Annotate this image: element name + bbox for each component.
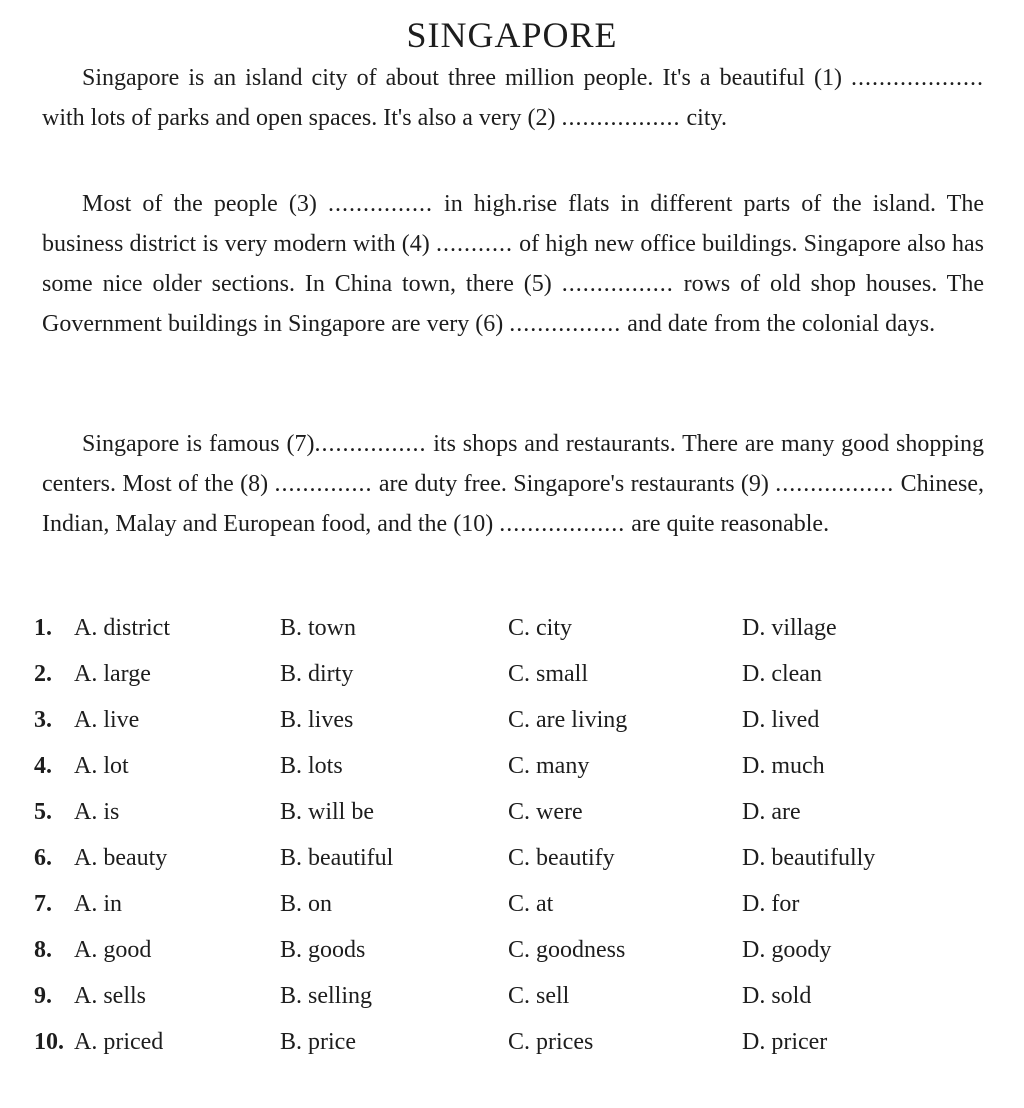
- blank-9: .................: [775, 471, 895, 497]
- question-row: [34, 1019, 994, 1065]
- option-c: C. at: [508, 891, 554, 917]
- paragraph-text: in high.rise flats in different parts of the island. The business district is very modern with (4): [42, 191, 984, 257]
- option-b: B. selling: [280, 983, 373, 1009]
- blank-5: ................: [561, 271, 674, 297]
- blank-3: ...............: [327, 191, 433, 217]
- paragraph-1: [42, 58, 984, 138]
- question-number: 10.: [34, 1029, 64, 1055]
- paragraph-text: Most of the people (3): [82, 191, 328, 217]
- blank-7: ................: [314, 431, 427, 457]
- paragraph-text: Singapore is an island city of about three million people. It's a beautiful (1): [82, 65, 851, 91]
- paragraph-text: rows of old shop houses. The Government buildings in Singapore are very (6): [42, 271, 984, 337]
- option-a: A. priced: [74, 1029, 164, 1055]
- option-c: C. prices: [508, 1029, 594, 1055]
- option-c: C. were: [508, 799, 583, 825]
- option-b: B. will be: [280, 799, 374, 825]
- blank-2: .................: [561, 105, 681, 131]
- blank-8: ..............: [274, 471, 373, 497]
- question-number: 7.: [34, 891, 52, 917]
- paragraph-text: of high new office buildings. Singapore also has some nice older sections. In China town, there (5): [42, 231, 984, 297]
- question-number: 3.: [34, 707, 52, 733]
- blank-10: ..................: [499, 511, 626, 537]
- option-b: B. lives: [280, 707, 354, 733]
- option-c: C. are living: [508, 707, 628, 733]
- question-row: [34, 973, 994, 1019]
- question-row: [34, 881, 994, 927]
- option-d: D. clean: [742, 661, 822, 687]
- question-row: [34, 743, 994, 789]
- page-title: SINGAPORE: [406, 15, 618, 55]
- question-row: [34, 835, 994, 881]
- question-number: 5.: [34, 799, 52, 825]
- option-a: A. beauty: [74, 845, 168, 871]
- option-c: C. goodness: [508, 937, 626, 963]
- blank-4: ...........: [435, 231, 513, 257]
- option-d: D. lived: [742, 707, 820, 733]
- question-row: [34, 605, 994, 651]
- option-a: A. good: [74, 937, 152, 963]
- blank-6: ................: [509, 311, 622, 337]
- question-number: 9.: [34, 983, 52, 1009]
- option-d: D. pricer: [742, 1029, 828, 1055]
- question-number: 8.: [34, 937, 52, 963]
- option-b: B. price: [280, 1029, 356, 1055]
- option-a: A. lot: [74, 753, 129, 779]
- question-number: 6.: [34, 845, 52, 871]
- answer-options: [34, 605, 994, 1065]
- question-row: [34, 789, 994, 835]
- option-c: C. many: [508, 753, 590, 779]
- question-row: [34, 927, 994, 973]
- paragraph-text: and date from the colonial days.: [621, 311, 936, 337]
- option-d: D. are: [742, 799, 801, 825]
- paragraph-text: city.: [680, 105, 727, 131]
- option-b: B. on: [280, 891, 333, 917]
- option-d: D. for: [742, 891, 800, 917]
- option-a: A. in: [74, 891, 122, 917]
- question-number: 4.: [34, 753, 52, 779]
- option-a: A. live: [74, 707, 140, 733]
- question-number: 1.: [34, 615, 52, 641]
- question-number: 2.: [34, 661, 52, 687]
- paragraph-3: [42, 424, 984, 544]
- option-b: B. goods: [280, 937, 366, 963]
- blank-1: ...................: [851, 65, 984, 91]
- paragraph-text: its shops and restaurants. There are many good shopping centers. Most of the (8): [42, 431, 984, 497]
- option-d: D. sold: [742, 983, 812, 1009]
- option-a: A. large: [74, 661, 151, 687]
- option-d: D. goody: [742, 937, 832, 963]
- paragraph-text: with lots of parks and open spaces. It's also a very (2): [42, 105, 562, 131]
- option-c: C. sell: [508, 983, 570, 1009]
- option-c: C. beautify: [508, 845, 615, 871]
- option-a: A. district: [74, 615, 170, 641]
- option-d: D. much: [742, 753, 825, 779]
- question-row: [34, 651, 994, 697]
- option-d: D. beautifully: [742, 845, 876, 871]
- option-a: A. is: [74, 799, 120, 825]
- option-c: C. city: [508, 615, 572, 641]
- paragraph-text: Chinese, Indian, Malay and European food, and the (10): [42, 471, 984, 537]
- paragraph-2: [42, 184, 984, 344]
- option-a: A. sells: [74, 983, 146, 1009]
- option-c: C. small: [508, 661, 589, 687]
- paragraph-text: are duty free. Singapore's restaurants (9): [372, 471, 776, 497]
- option-b: B. town: [280, 615, 357, 641]
- option-b: B. beautiful: [280, 845, 394, 871]
- paragraph-text: Singapore is famous (7): [82, 431, 315, 457]
- option-d: D. village: [742, 615, 837, 641]
- option-b: B. lots: [280, 753, 343, 779]
- option-b: B. dirty: [280, 661, 354, 687]
- question-row: [34, 697, 994, 743]
- paragraph-text: are quite reasonable.: [625, 511, 830, 537]
